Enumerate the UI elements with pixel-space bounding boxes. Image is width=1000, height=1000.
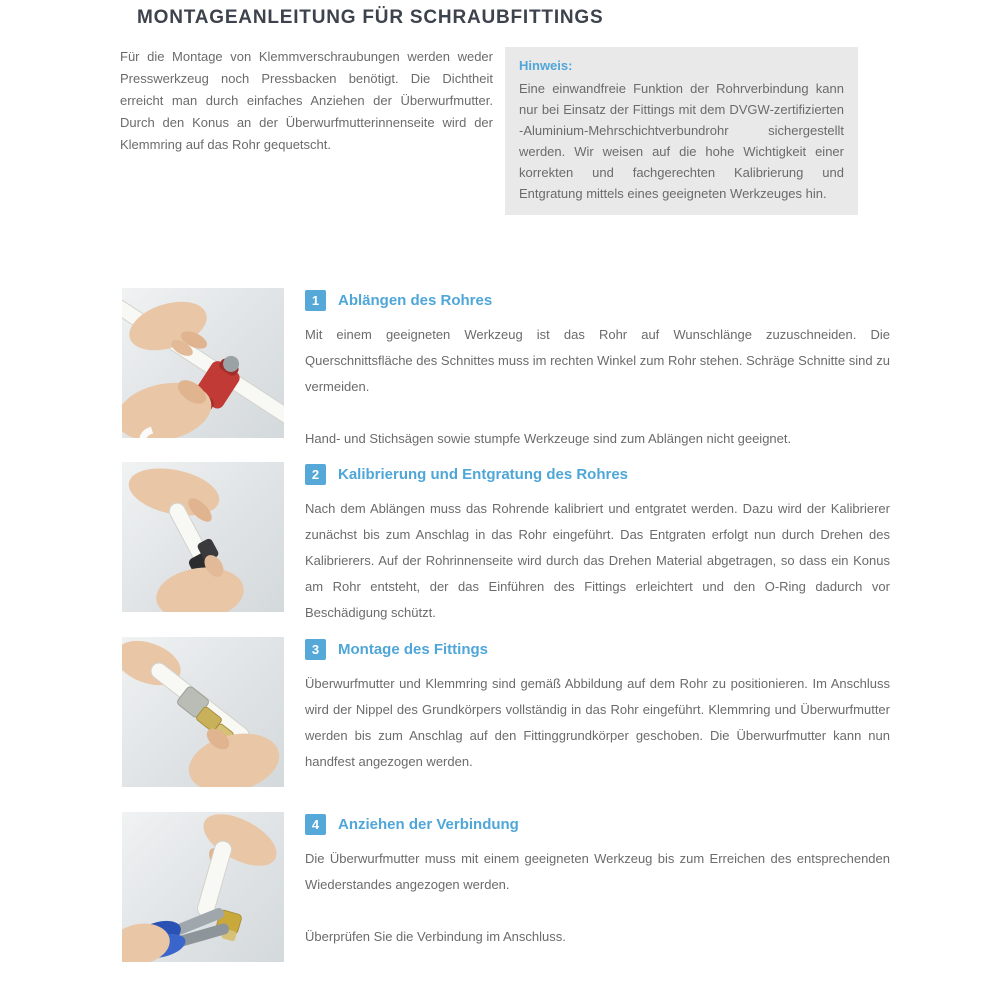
- step-1-body: [305, 322, 890, 452]
- step-2-header: [305, 464, 890, 485]
- step-2-content: [305, 464, 890, 626]
- step-3-title: Montage des Fittings: [338, 641, 488, 658]
- step-2-title: Kalibrierung und Entgratung des Rohres: [338, 466, 629, 483]
- fitting-mounting-illustration: [122, 637, 284, 787]
- note-label: Hinweis:: [519, 58, 573, 73]
- step-3-header: [305, 639, 890, 660]
- step-2-body: [305, 496, 890, 626]
- step-4-header: [305, 814, 890, 835]
- note-text: Eine einwandfreie Funktion der Rohrverbindung kann nur bei Einsatz der Fittings mit dem DVGW-zertifizierten -Aluminium-Mehrschichtverbundrohr sichergestellt werden. Wir weisen auf die hohe Wichtigkeit einer korrekten und fachgerechten Kalibrierung und Entgratung mittels eines geeigneten Werkzeuges hin.: [519, 81, 844, 201]
- step-4-number-badge: 4: [305, 814, 326, 835]
- step-3-number-badge: 3: [305, 639, 326, 660]
- step-4-body: [305, 846, 890, 950]
- note-box: [505, 47, 858, 215]
- step-4-paragraph-2: Überprüfen Sie die Verbindung im Anschluss.: [305, 929, 566, 944]
- step-1-paragraph-2: Hand- und Stichsägen sowie stumpfe Werkzeuge sind zum Ablängen nicht geeignet.: [305, 431, 792, 446]
- step-1-content: [305, 290, 890, 452]
- step-4-paragraph-1: Die Überwurfmutter muss mit einem geeigneten Werkzeug bis zum Erreichen des entsprechenden Wiederstandes angezogen werden.: [305, 851, 890, 892]
- pipe-graphic: [196, 839, 234, 919]
- step-1-photo-pipe-cutting: [122, 288, 284, 438]
- step-1-number-badge: 1: [305, 290, 326, 311]
- step-3-body: [305, 671, 890, 775]
- step-4-photo-tightening: [122, 812, 284, 962]
- step-1-title: Ablängen des Rohres: [338, 292, 493, 309]
- calibration-illustration: [122, 462, 284, 612]
- step-1-paragraph-1: Mit einem geeigneten Werkzeug ist das Rohr auf Wunschlänge zuzuschneiden. Die Querschnittsfläche des Schnittes muss im rechten Winkel zum Rohr stehen. Schräge Schnitte sind zu vermeiden.: [305, 327, 890, 394]
- step-2-photo-calibrating: [122, 462, 284, 612]
- step-3-photo-fitting-mounting: [122, 637, 284, 787]
- page-title: MONTAGEANLEITUNG FÜR SCHRAUBFITTINGS: [137, 7, 604, 28]
- step-3-content: [305, 639, 890, 775]
- hand-top-graphic: [123, 293, 213, 360]
- step-2-number-badge: 2: [305, 464, 326, 485]
- step-3-paragraph-1: Überwurfmutter und Klemmring sind gemäß Abbildung auf dem Rohr zu positionieren. Im Anschluss wird der Nippel des Grundkörpers vollständig in das Rohr eingeführt. Klemmring und Überwurfmutter werden bis zum Anschlag auf den Fittinggrundkörper geschoben. Die Überwurfmutter kann nun handfest angezogen werden.: [305, 676, 890, 769]
- pipe-cutting-illustration: [122, 288, 284, 438]
- intro-paragraph: Für die Montage von Klemmverschraubungen werden weder Presswerkzeug noch Pressbacken benötigt. Die Dichtheit erreicht man durch einfaches Anziehen der Überwurfmutter. Durch den Konus an der Überwurfmutterinnenseite wird der Klemmring auf das Rohr gequetscht.: [120, 49, 493, 152]
- step-4-title: Anziehen der Verbindung: [338, 816, 519, 833]
- step-4-content: [305, 814, 890, 950]
- tightening-illustration: [122, 812, 284, 962]
- step-2-paragraph-1: Nach dem Ablängen muss das Rohrende kalibriert und entgratet werden. Dazu wird der Kalibrierer zunächst bis zum Anschlag in das Rohr eingeführt. Das Entgraten erfolgt nun durch Drehen des Kalibrierers. Auf der Rohrinnenseite wird durch das Drehen Material abgetragen, so dass ein Konus am Rohr entsteht, der das Einführen des Fittings erleichtert und den O-Ring dadurch vor Beschädigung schützt.: [305, 501, 890, 620]
- hand-top-graphic: [195, 812, 284, 876]
- step-1-header: [305, 290, 890, 311]
